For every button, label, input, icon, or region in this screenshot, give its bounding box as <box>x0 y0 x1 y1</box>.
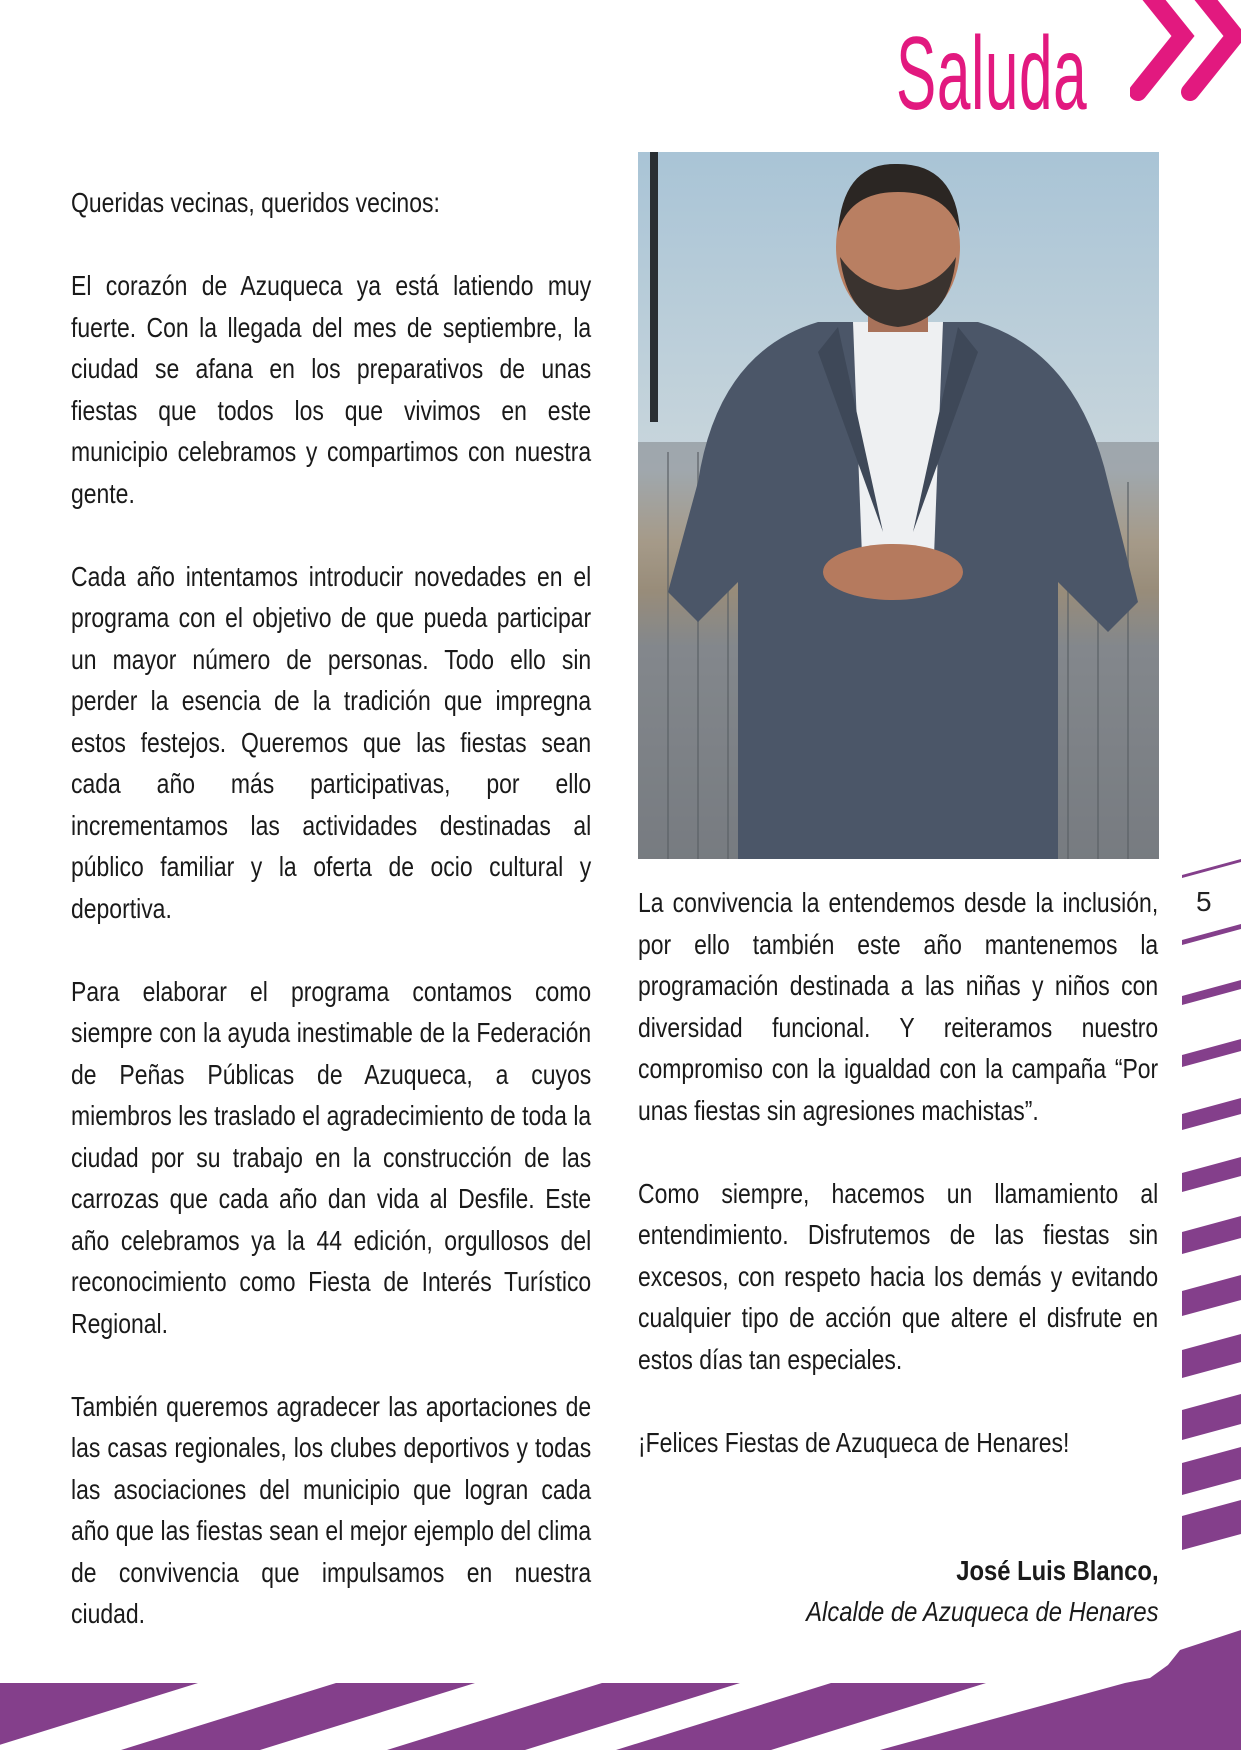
right-stripes-group <box>1182 859 1241 1550</box>
body-paragraph <box>71 556 591 930</box>
portrait-illustration <box>638 152 1159 859</box>
paragraph-text: Queridas vecinas, queridos vecinos: <box>71 187 440 218</box>
right-stripe <box>1182 1039 1241 1067</box>
body-paragraph <box>638 1173 1158 1381</box>
double-chevron-right-icon <box>1130 0 1241 110</box>
right-stripe <box>1182 1394 1241 1440</box>
portrait-photo <box>638 152 1159 859</box>
right-stripe <box>1182 980 1241 1005</box>
bottom-stripe <box>616 1683 986 1750</box>
corner-stripe <box>880 1630 1241 1750</box>
right-stripe <box>1182 1447 1241 1495</box>
page-title: Saluda <box>896 16 1088 132</box>
signer-name: José Luis Blanco, <box>956 1555 1159 1586</box>
page-number: 5 <box>1196 886 1212 917</box>
paragraph-text: Para elaborar el programa contamos como siempre con la ayuda inestimable de la Federación de Peñas Públicas de Azuqueca, a cuyos miembros les traslado el agradecimiento de toda la ciudad por su trabajo en la construcción de las carrozas que cada año dan vida al Desfile. Este año celebramos ya la 44 edición, orgullosos del reconocimiento como Fiesta de Interés Turístico Regional. <box>71 975 592 1339</box>
right-stripe <box>1182 1216 1241 1254</box>
bottom-stripes-group <box>0 1630 1241 1750</box>
right-stripe <box>1182 924 1241 945</box>
right-stripe <box>1182 1334 1241 1378</box>
body-paragraph <box>71 265 591 514</box>
body-paragraph <box>638 882 1158 1131</box>
closing-paragraph <box>638 1422 1158 1464</box>
right-column <box>638 882 1158 1463</box>
paragraph-text: ¡Felices Fiestas de Azuqueca de Henares! <box>638 1426 1070 1458</box>
body-paragraph <box>71 971 591 1345</box>
right-stripe <box>1182 1098 1241 1130</box>
right-stripe <box>1182 1157 1241 1192</box>
paragraph-text: Como siempre, hacemos un llamamiento al entendimiento. Disfrutemos de las fiestas sin excesos, con respeto hacia los demás y evitando cualquier tipo de acción que altere el disfrute en estos días tan especiales. <box>638 1177 1159 1375</box>
paragraph-text: La convivencia la entendemos desde la inclusión, por ello también este año mantenemos la programación destinada a las niñas y niños con diversidad funcional. Y reiteramos nuestro compromiso con la igualdad con la campaña “Por unas fiestas sin agresiones machistas”. <box>638 887 1159 1126</box>
paragraph-text: El corazón de Azuqueca ya está latiendo muy fuerte. Con la llegada del mes de septiembre, la ciudad se afana en los preparativos de unas fiestas que todos los que vivimos en este municipio celebramos y compartimos con nuestra gente. <box>71 270 592 509</box>
signer-role: Alcalde de Azuqueca de Henares <box>806 1596 1159 1627</box>
right-stripe <box>1182 1500 1241 1550</box>
paragraph-text: También queremos agradecer las aportaciones de las casas regionales, los clubes deportivos y todas las asociaciones del municipio que logran cada año que las fiestas sean el mejor ejemplo del clima de convivencia que impulsamos en nuestra ciudad. <box>71 1390 592 1629</box>
right-stripe <box>1182 859 1241 878</box>
bottom-stripe <box>0 1683 198 1750</box>
right-stripe <box>1182 1275 1241 1316</box>
body-paragraph <box>71 1386 591 1635</box>
left-column <box>71 182 591 1635</box>
paragraph-text: Cada año intentamos introducir novedades en el programa con el objetivo de que pueda participar un mayor número de personas. Todo ello sin perder la esencia de la tradición que impregna estos festejos. Queremos que las fiestas sean cada año más participativas, por ello incrementamos las actividades destinadas al público familiar y la oferta de ocio cultural y deportiva. <box>71 560 592 924</box>
bottom-stripe <box>387 1683 740 1750</box>
greeting-paragraph <box>71 182 591 224</box>
bottom-stripe <box>121 1683 475 1750</box>
signature-block <box>744 1550 1159 1632</box>
